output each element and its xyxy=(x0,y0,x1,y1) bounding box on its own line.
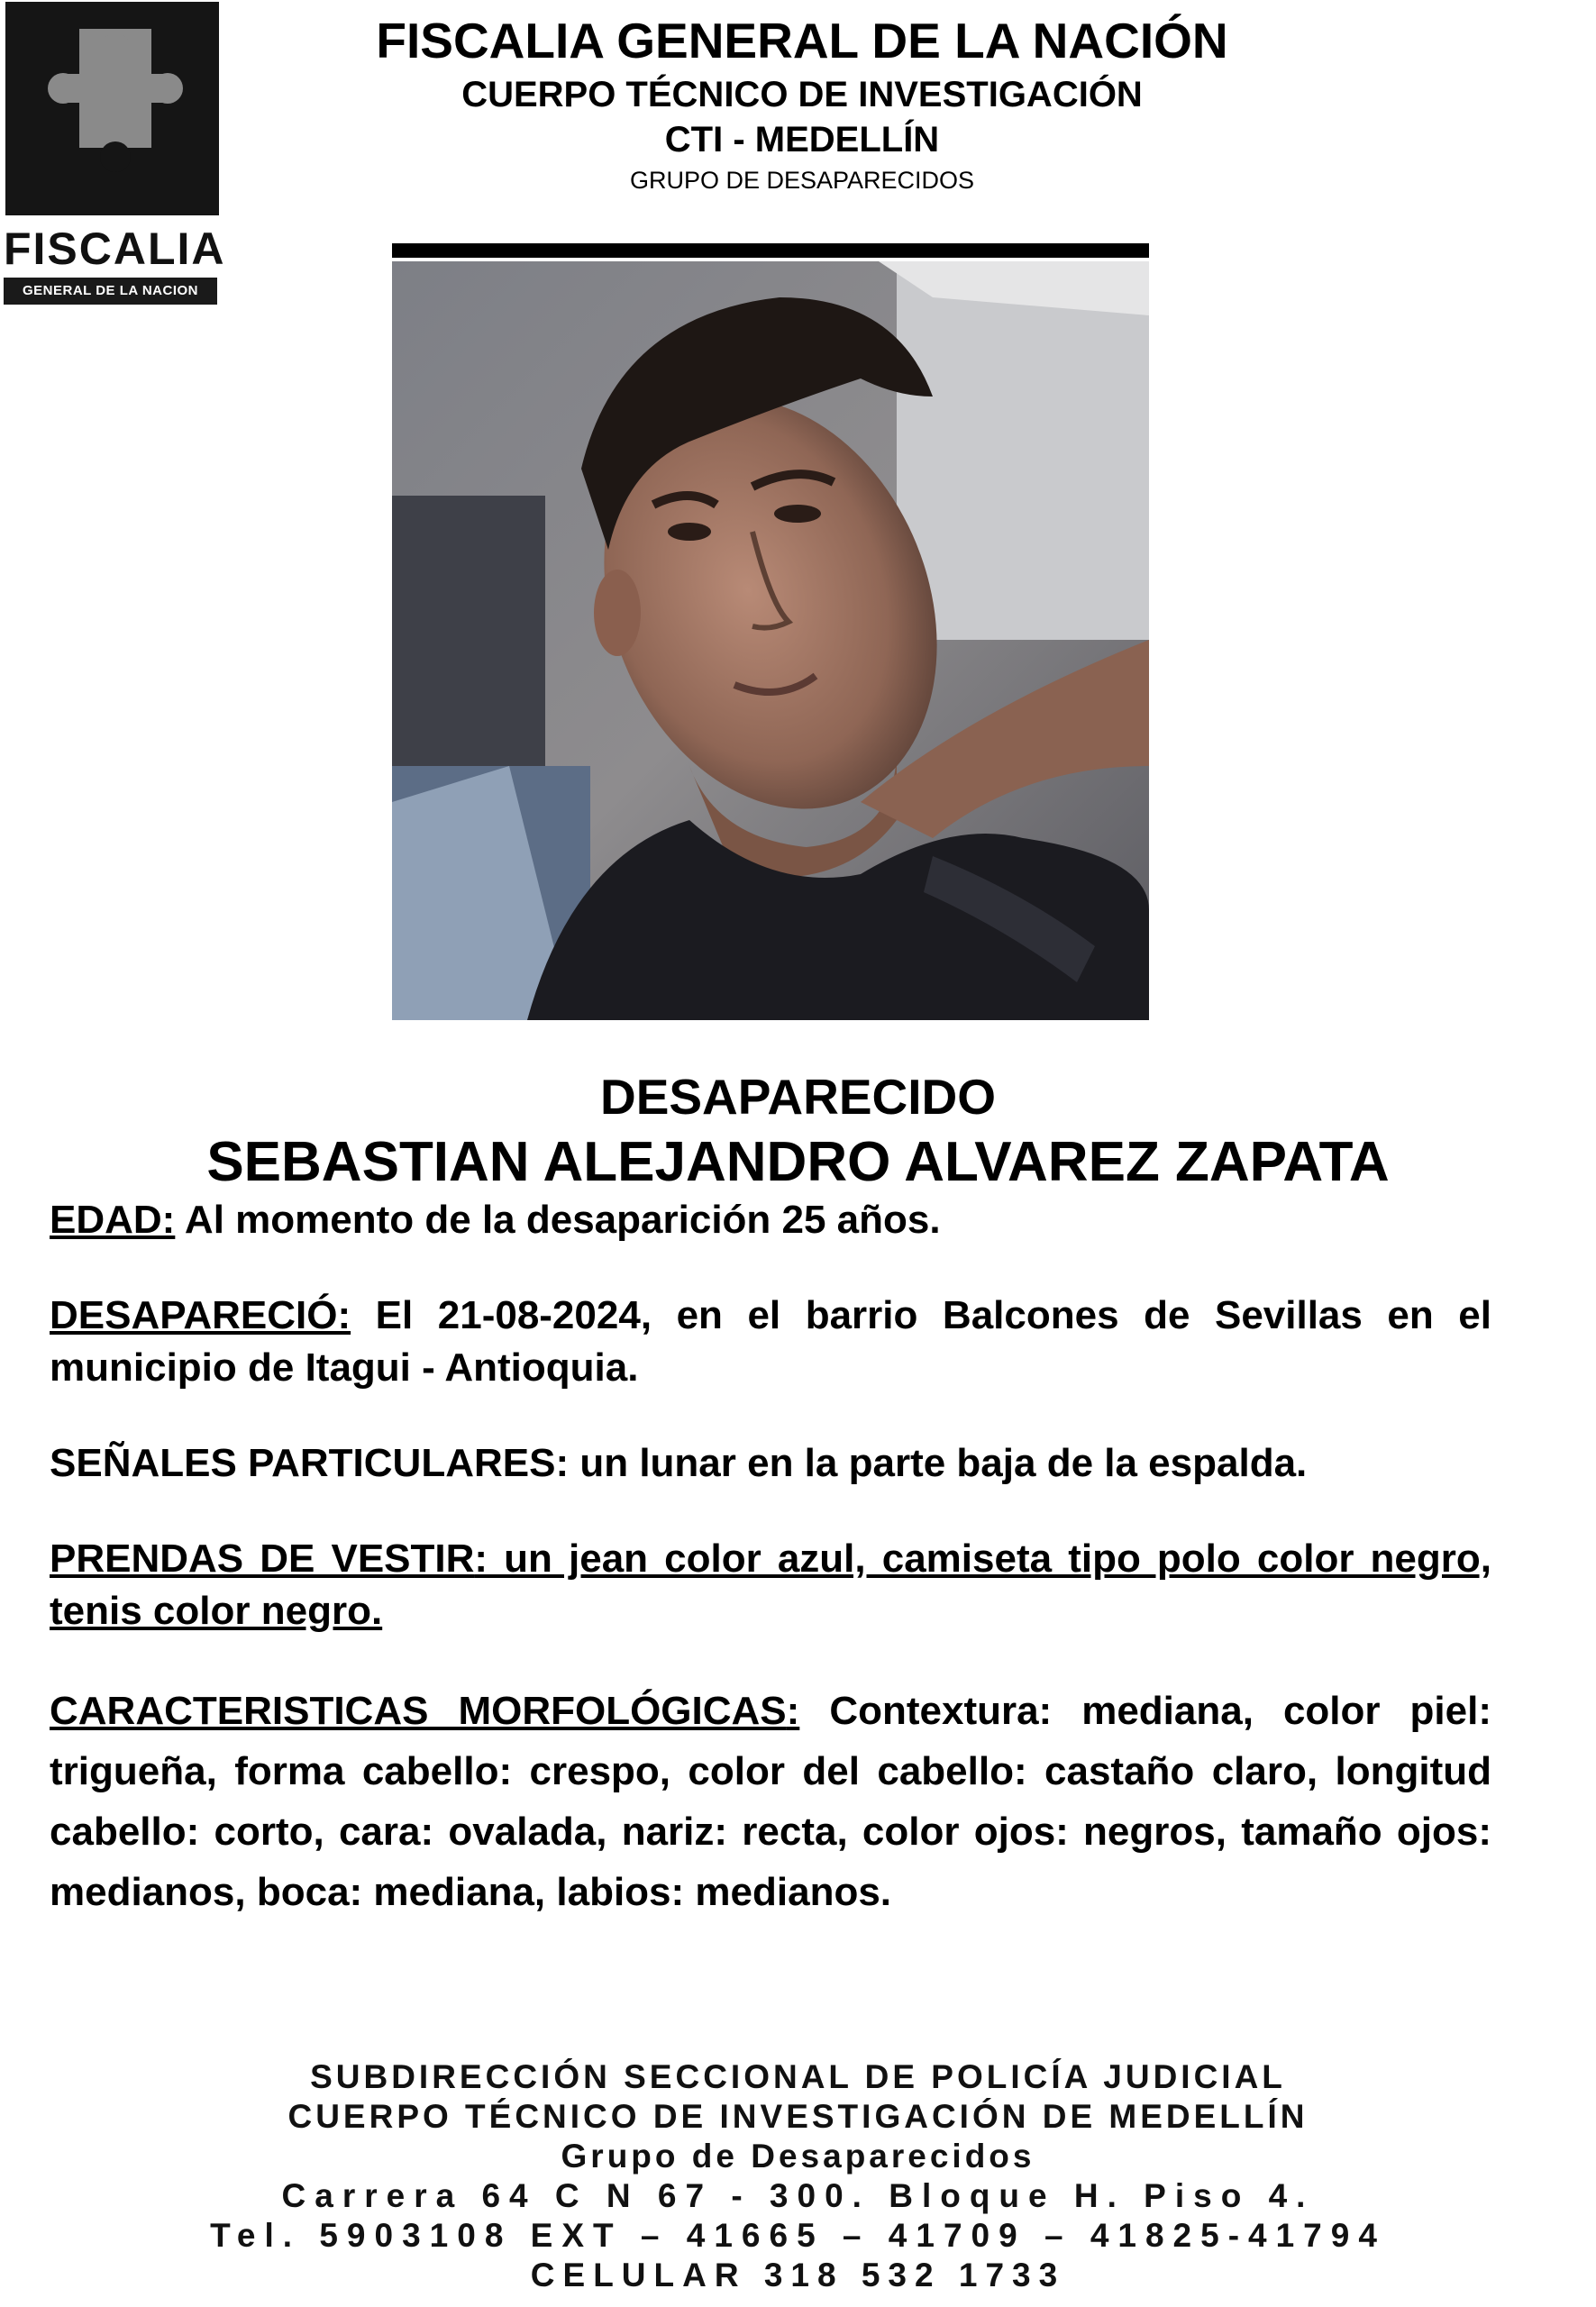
disappeared-value: El 21-08-2024, en el barrio Balcones de Sevillas en el municipio de Itagui - Antioquia. xyxy=(50,1293,1491,1390)
header-office: CTI - MEDELLÍN xyxy=(664,120,940,160)
footer-phone: Tel. 5903108 EXT – 41665 – 41709 – 41825-41794 xyxy=(210,2217,1386,2254)
disappeared-label: DESAPARECIÓ: xyxy=(50,1293,351,1337)
age-value: Al momento de la desaparición 25 años. xyxy=(175,1198,941,1242)
status-title: DESAPARECIDO xyxy=(599,1069,997,1125)
age-paragraph xyxy=(50,1194,1491,1246)
footer-line-3: Grupo de Desaparecidos xyxy=(561,2138,1035,2175)
marks-label: SEÑALES PARTICULARES: xyxy=(50,1441,570,1485)
morphology-colon: : xyxy=(786,1689,800,1733)
header-subtitle: CUERPO TÉCNICO DE INVESTIGACIÓN xyxy=(461,75,1143,114)
morphology-paragraph xyxy=(50,1681,1491,1922)
footer-line-2: CUERPO TÉCNICO DE INVESTIGACIÓN DE MEDELLÍN xyxy=(287,2098,1309,2135)
logo-wordmark: FISCALIA xyxy=(4,223,226,274)
fiscalia-logo xyxy=(0,0,226,311)
morphology-value: Contextura: mediana, color piel: trigueña, forma cabello: crespo, color del cabello: castaño claro, longitud cabello: corto, cara: ovalada, nariz: recta, color ojos: negros, tamaño ojos: medianos, boca: mediana, labios: medianos. xyxy=(50,1689,1491,1914)
contact-footer xyxy=(0,2057,1596,2295)
footer-cellphone: CELULAR 318 532 1733 xyxy=(530,2257,1066,2293)
clothing-paragraph xyxy=(50,1533,1491,1637)
header-title: FISCALIA GENERAL DE LA NACIÓN xyxy=(376,13,1228,68)
disappeared-paragraph xyxy=(50,1290,1491,1394)
missing-person-photo xyxy=(392,261,1149,1020)
header-group: GRUPO DE DESAPARECIDOS xyxy=(629,167,975,194)
clothing-value: : un jean color azul, camiseta tipo polo color negro, tenis color negro. xyxy=(50,1536,1492,1633)
person-name: SEBASTIAN ALEJANDRO ALVAREZ ZAPATA xyxy=(206,1131,1390,1193)
age-label: EDAD: xyxy=(50,1198,176,1242)
puzzle-piece-icon xyxy=(5,2,219,215)
morphology-label: CARACTERISTICAS MORFOLÓGICAS xyxy=(50,1689,787,1733)
marks-paragraph xyxy=(50,1437,1491,1490)
marks-value: un lunar en la parte baja de la espalda. xyxy=(569,1441,1308,1485)
logo-subtitle: GENERAL DE LA NACION xyxy=(4,278,217,305)
clothing-label: PRENDAS DE VESTIR xyxy=(50,1536,475,1581)
photo-top-bar xyxy=(392,243,1149,258)
person-details xyxy=(50,1194,1491,1922)
footer-address: Carrera 64 C N 67 - 300. Bloque H. Piso 4. xyxy=(281,2177,1315,2214)
footer-line-1: SUBDIRECCIÓN SECCIONAL DE POLICÍA JUDICIAL xyxy=(310,2058,1286,2095)
document-header xyxy=(270,0,1334,198)
